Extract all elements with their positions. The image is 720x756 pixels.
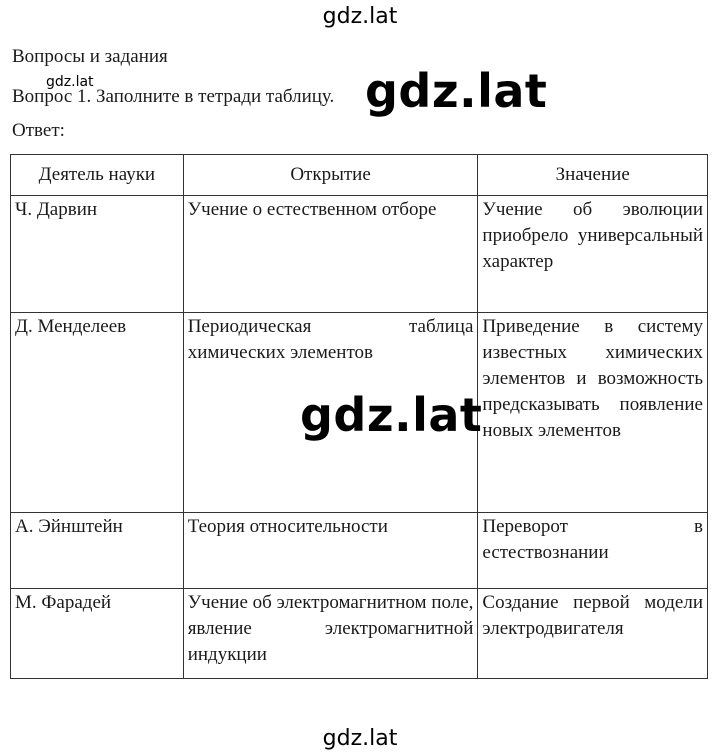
cell-significance: Переворот в естествознании [478,513,708,589]
section-heading: Вопросы и задания [12,46,168,67]
cell-scientist: Ч. Дарвин [11,196,184,313]
cell-significance: Учение об эволюции приобрело универсальный характер [478,196,708,313]
header-discovery: Открытие [183,155,478,196]
cell-scientist: Д. Менделеев [11,313,184,513]
table-row [11,589,708,679]
watermark-small: gdz.lat [46,74,94,90]
cell-scientist: М. Фарадей [11,589,184,679]
header-scientist: Деятель науки [11,155,184,196]
cell-discovery: Учение о естественном отборе [183,196,478,313]
cell-significance: Приведение в систему известных химических элементов и возможность предсказывать появление новых элементов [478,313,708,513]
cell-scientist: А. Эйнштейн [11,513,184,589]
table-header-row [11,155,708,196]
watermark-large: gdz.lat [300,388,483,442]
cell-discovery: Периодическая таблица химических элементов [183,313,478,513]
watermark-bottom: gdz.lat [322,726,398,751]
cell-discovery: Учение об электромагнитном поле, явление электромагнитной индукции [183,589,478,679]
header-significance: Значение [478,155,708,196]
table-row [11,513,708,589]
question-text: Вопрос 1. Заполните в тетради таблицу. [12,86,335,107]
answer-label: Ответ: [12,120,65,141]
watermark-large: gdz.lat [365,64,548,118]
cell-discovery: Теория относительности [183,513,478,589]
watermark-top: gdz.lat [322,4,398,29]
table-row [11,196,708,313]
cell-significance: Создание первой модели электродвигателя [478,589,708,679]
